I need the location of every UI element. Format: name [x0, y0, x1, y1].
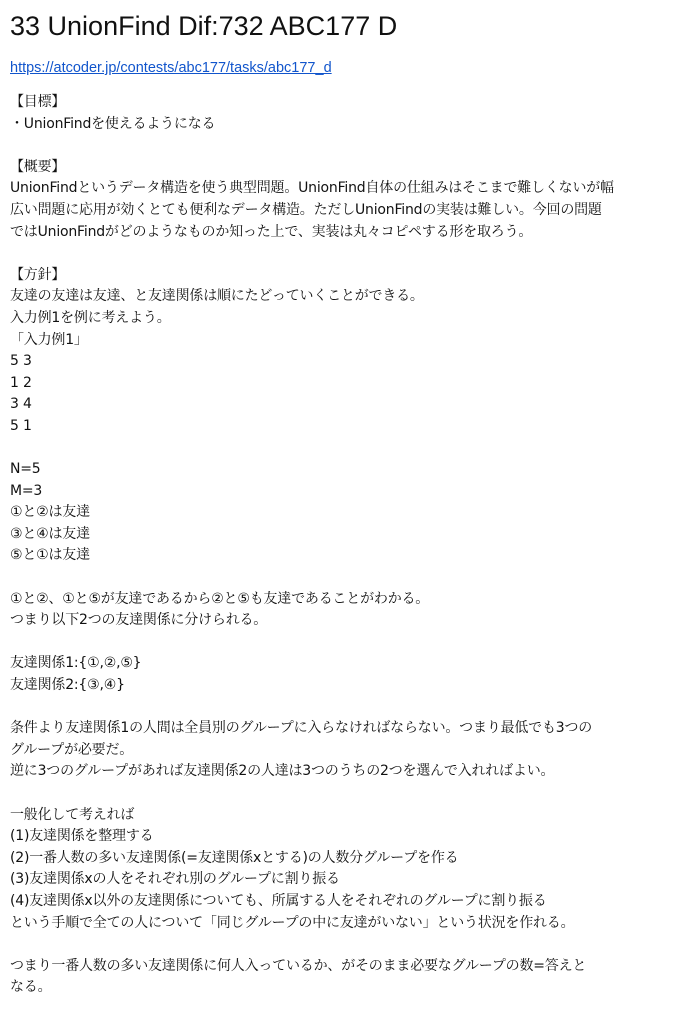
text-line: 友達の友達は友達、と友達関係は順にたどっていくことができる。 [10, 288, 424, 305]
text-line: N=5 [10, 461, 41, 478]
text-line: 広い問題に応用が効くとても便利なデータ構造。ただしUnionFindの実装は難しい。今回の問題 [10, 201, 602, 218]
text-line: つまり一番人数の多い友達関係に何人入っているか、がそのまま必要なグループの数=答えと [10, 957, 587, 974]
text-line: ⑤と①は友達 [10, 547, 90, 564]
blank-line [10, 632, 685, 654]
text-line: 3 4 [10, 396, 32, 413]
document-body [10, 92, 685, 999]
text-line: ③と④は友達 [10, 525, 90, 542]
text-line: 5 1 [10, 417, 32, 434]
text-line: (1)友達関係を整理する [10, 828, 154, 845]
blank-line [10, 135, 685, 157]
text-line: グループが必要だ。 [10, 741, 134, 758]
text-line: 【概要】 [10, 158, 66, 175]
text-line: という手順で全ての人について「同じグループの中に友達がいない」という状況を作れる。 [10, 914, 575, 931]
text-line: (3)友達関係xの人をそれぞれ別のグループに割り振る [10, 871, 340, 888]
text-line: ①と②、①と⑤が友達であるから②と⑤も友達であることがわかる。 [10, 590, 430, 607]
text-line: ①と②は友達 [10, 504, 90, 521]
text-line: つまり以下2つの友達関係に分けられる。 [10, 612, 268, 629]
document-title: 33 UnionFind Dif:732 ABC177 D [10, 11, 398, 41]
text-line: なる。 [10, 979, 52, 996]
text-line: 「入力例1」 [10, 331, 88, 348]
text-line: (2)一番人数の多い友達関係(=友達関係xとする)の人数分グループを作る [10, 849, 459, 866]
text-line: ・UnionFindを使えるようになる [10, 115, 216, 132]
text-line: (4)友達関係x以外の友達関係についても、所属する人をそれぞれのグループに割り振る [10, 892, 547, 909]
document-page [10, 8, 685, 999]
problem-link[interactable]: https://atcoder.jp/contests/abc177/tasks/abc177_d [10, 60, 332, 76]
blank-line [10, 783, 685, 805]
text-line: 逆に3つのグループがあれば友達関係2の人達は3つのうちの2つを選んで入れればよい。 [10, 763, 555, 780]
text-line: M=3 [10, 482, 43, 499]
text-line: 一般化して考えれば [10, 806, 135, 823]
blank-line [10, 438, 685, 460]
text-line: 1 2 [10, 374, 32, 391]
text-line: 友達関係2:{③,④} [10, 677, 125, 694]
text-line: 友達関係1:{①,②,⑤} [10, 655, 142, 672]
text-line: 5 3 [10, 353, 32, 370]
blank-line [10, 934, 685, 956]
blank-line [10, 243, 685, 265]
blank-line [10, 697, 685, 719]
text-line: 【方針】 [10, 266, 66, 283]
text-line: 【目標】 [10, 94, 66, 110]
text-line: 条件より友達関係1の人間は全員別のグループに入らなければならない。つまり最低でも3つの [10, 720, 593, 737]
blank-line [10, 567, 685, 589]
text-line: UnionFindというデータ構造を使う典型問題。UnionFind自体の仕組みはそこまで難しくないが幅 [10, 180, 614, 197]
text-line: 入力例1を例に考えよう。 [10, 309, 171, 326]
text-line: ではUnionFindがどのようなものか知った上で、実装は丸々コピペする形を取ろう。 [10, 223, 533, 240]
